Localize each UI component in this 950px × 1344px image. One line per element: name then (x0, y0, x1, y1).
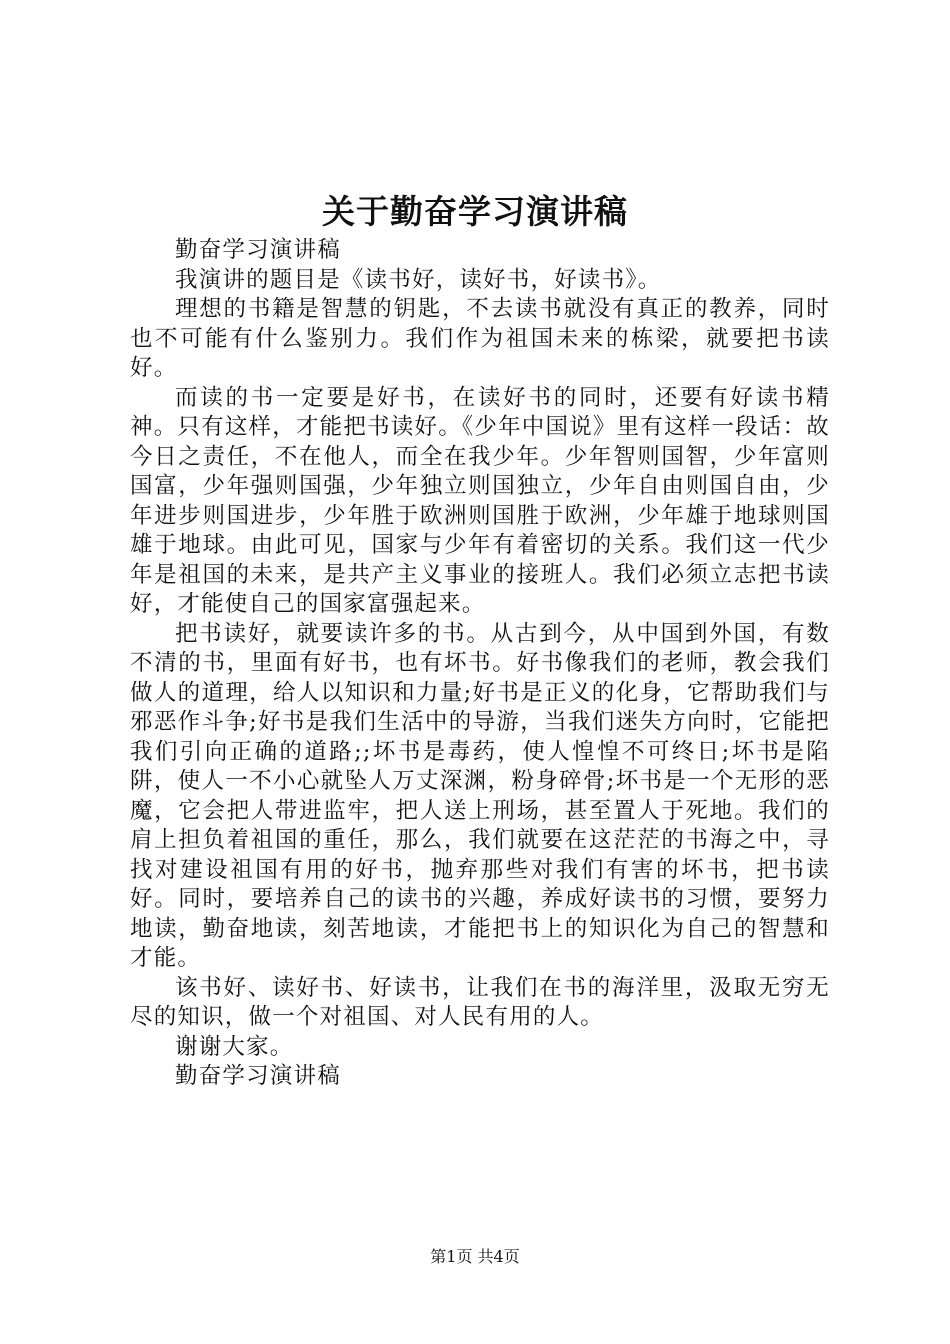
document-body (130, 236, 830, 1092)
paragraph: 理想的书籍是智慧的钥匙，不去读书就没有真正的教养，同时也不可能有什么鉴别力。我们作为祖国未来的栋梁，就要把书读好。 (130, 296, 830, 381)
document-title: 关于勤奋学习演讲稿 (322, 192, 628, 231)
paragraph: 该书好、读好书、好读书，让我们在书的海洋里，汲取无穷无尽的知识，做一个对祖国、对人民有用的人。 (130, 974, 830, 1030)
paragraph: 而读的书一定要是好书，在读好书的同时，还要有好读书精神。只有这样，才能把书读好。《少年中国说》里有这样一段话：故今日之责任，不在他人，而全在我少年。少年智则国智，少年富则国富，少年强则国强，少年独立则国独立，少年自由则国自由，少年进步则国进步，少年胜于欧洲则国胜于欧洲，少年雄于地球则国雄于地球。由此可见，国家与少年有着密切的关系。我们这一代少年是祖国的未来，是共产主义事业的接班人。我们必须立志把书读好，才能使自己的国家富强起来。 (130, 384, 830, 617)
paragraph: 把书读好，就要读许多的书。从古到今，从中国到外国，有数不清的书，里面有好书，也有坏书。好书像我们的老师，教会我们做人的道理，给人以知识和力量;好书是正义的化身，它帮助我们与邪恶作斗争;好书是我们生活中的导游，当我们迷失方向时，它能把我们引向正确的道路;;坏书是毒药，使人惶惶不可终日;坏书是陷阱，使人一不小心就坠人万丈深渊，粉身碎骨;坏书是一个无形的恶魔，它会把人带进监牢，把人送上刑场，甚至置人于死地。我们的肩上担负着祖国的重任，那么，我们就要在这茫茫的书海之中，寻找对建设祖国有用的好书，抛弃那些对我们有害的坏书，把书读好。同时，要培养自己的读书的兴趣，养成好读书的习惯，要努力地读，勤奋地读，刻苦地读，才能把书上的知识化为自己的智慧和才能。 (130, 620, 830, 971)
paragraph: 勤奋学习演讲稿 (175, 237, 341, 263)
paragraph: 我演讲的题目是《读书好，读好书，好读书》。 (175, 266, 662, 293)
page-number-footer: 第1页 共4页 (430, 1247, 520, 1266)
paragraph: 谢谢大家。 (175, 1033, 294, 1060)
paragraph: 勤奋学习演讲稿 (175, 1063, 341, 1089)
